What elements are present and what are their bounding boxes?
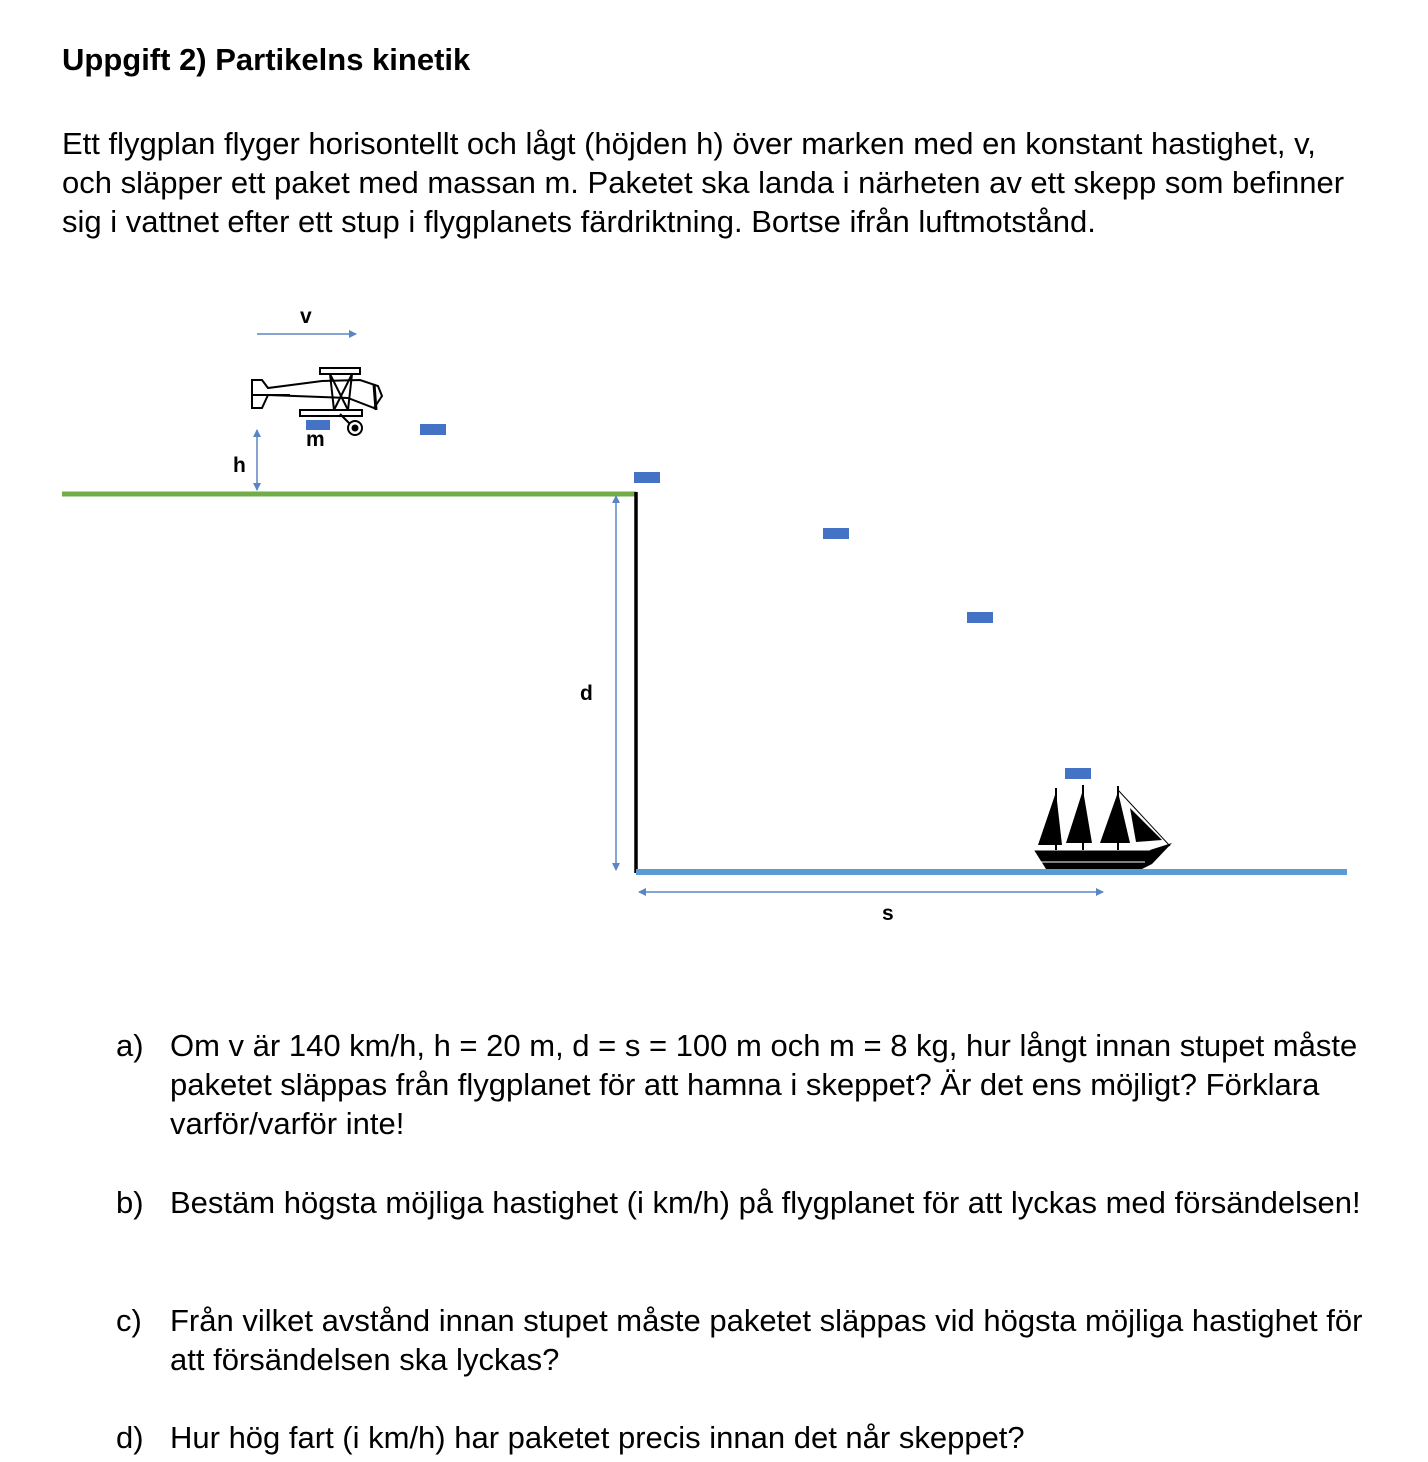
question-label: d) (116, 1420, 144, 1455)
label-d: d (580, 682, 593, 705)
question-label: b) (116, 1185, 144, 1220)
package-trajectory-2 (634, 472, 660, 483)
package-trajectory-4 (967, 612, 993, 623)
question-text: Bestäm högsta möjliga hastighet (i km/h) på flygplanet för att lyckas med försändelsen! (170, 1185, 1361, 1220)
label-m: m (306, 428, 325, 451)
question-text: Hur hög fart (i km/h) har paketet precis innan det når skeppet? (170, 1420, 1025, 1455)
label-h: h (233, 454, 246, 477)
question-label: c) (116, 1303, 142, 1338)
package-trajectory-3 (823, 528, 849, 539)
label-v: v (300, 305, 312, 328)
ship-icon (1034, 785, 1172, 869)
task-title: Uppgift 2) Partikelns kinetik (62, 42, 471, 77)
question-text: Om v är 140 km/h, h = 20 m, d = s = 100 m och m = 8 kg, hur långt innan stupet måste paketet släppas från flygplanet för att hamna i skeppet? Är det ens möjligt? Förklara varför/varför inte! (170, 1028, 1358, 1141)
package-trajectory-1 (420, 424, 446, 435)
question-text: Från vilket avstånd innan stupet måste paketet släppas vid högsta möjliga hastighet för att försändelsen ska lyckas? (170, 1303, 1363, 1377)
question-label: a) (116, 1028, 144, 1063)
package-trajectory-5 (1065, 768, 1091, 779)
label-s: s (882, 902, 894, 925)
task-intro: Ett flygplan flyger horisontellt och lågt (höjden h) över marken med en konstant hastighet, v, och släpper ett paket med massan m. Paketet ska landa i närheten av ett skepp som befinner sig i vattnet efter ett stup i flygplanets färdriktning. Bortse ifrån luftmotstånd. (62, 126, 1345, 239)
